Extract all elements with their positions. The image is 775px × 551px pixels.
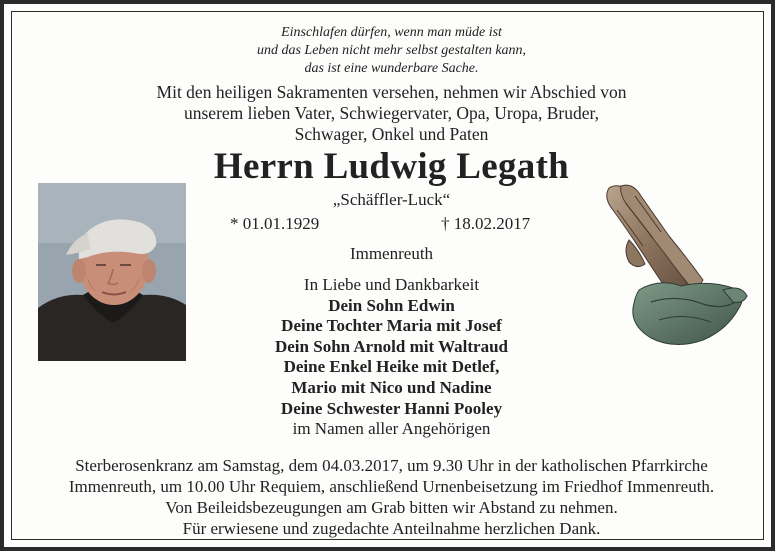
intro-line: Mit den heiligen Sakramenten versehen, nehmen wir Abschied von bbox=[156, 82, 627, 102]
service-line: Von Beileidsbezeugungen am Grab bitten wir Abstand zu nehmen. bbox=[165, 498, 618, 517]
birth-date: * 01.01.1929 bbox=[230, 214, 320, 233]
motto-verse bbox=[4, 24, 775, 78]
service-details bbox=[4, 455, 775, 539]
service-line: Sterberosenkranz am Samstag, dem 04.03.2017, um 9.30 Uhr in der katholischen Pfarrkirche bbox=[75, 456, 708, 475]
mourner-entry: Deine Schwester Hanni Pooley bbox=[280, 398, 503, 418]
mourner-entry: Deine Enkel Heike mit Detlef, bbox=[283, 357, 500, 377]
portrait-illustration bbox=[38, 183, 186, 361]
residence-place: Immenreuth bbox=[349, 244, 434, 263]
deceased-name: Herrn Ludwig Legath bbox=[213, 146, 570, 187]
motto-line: Einschlafen dürfen, wenn man müde ist bbox=[281, 25, 502, 40]
death-date: † 18.02.2017 bbox=[441, 214, 531, 233]
intro-text bbox=[4, 82, 775, 145]
mourner-entry: Deine Tochter Maria mit Josef bbox=[281, 316, 502, 336]
praying-hands-illustration bbox=[599, 180, 749, 355]
portrait-photo bbox=[38, 183, 186, 361]
motto-line: das ist eine wunderbare Sache. bbox=[304, 61, 479, 76]
mourner-entry: Dein Sohn Arnold mit Waltraud bbox=[274, 336, 509, 356]
intro-line: unserem lieben Vater, Schwiegervater, Opa, Uropa, Bruder, bbox=[184, 103, 599, 123]
service-line: Immenreuth, um 10.00 Uhr Requiem, anschließend Urnenbeisetzung im Friedhof Immenreuth. bbox=[68, 477, 715, 496]
mourners-closing: im Namen aller Angehörigen bbox=[292, 419, 491, 439]
praying-hands-image bbox=[599, 180, 749, 355]
mourners-opening: In Liebe und Dankbarkeit bbox=[303, 275, 480, 294]
motto-line: und das Leben nicht mehr selbst gestalten kann, bbox=[256, 43, 527, 58]
nickname: „Schäffler-Luck“ bbox=[332, 190, 451, 209]
mourner-entry: Mario mit Nico und Nadine bbox=[291, 377, 492, 397]
mourner-entry: Dein Sohn Edwin bbox=[328, 295, 455, 315]
intro-line: Schwager, Onkel und Paten bbox=[294, 124, 489, 144]
service-line: Für erwiesene und zugedachte Anteilnahme herzlichen Dank. bbox=[182, 519, 601, 538]
